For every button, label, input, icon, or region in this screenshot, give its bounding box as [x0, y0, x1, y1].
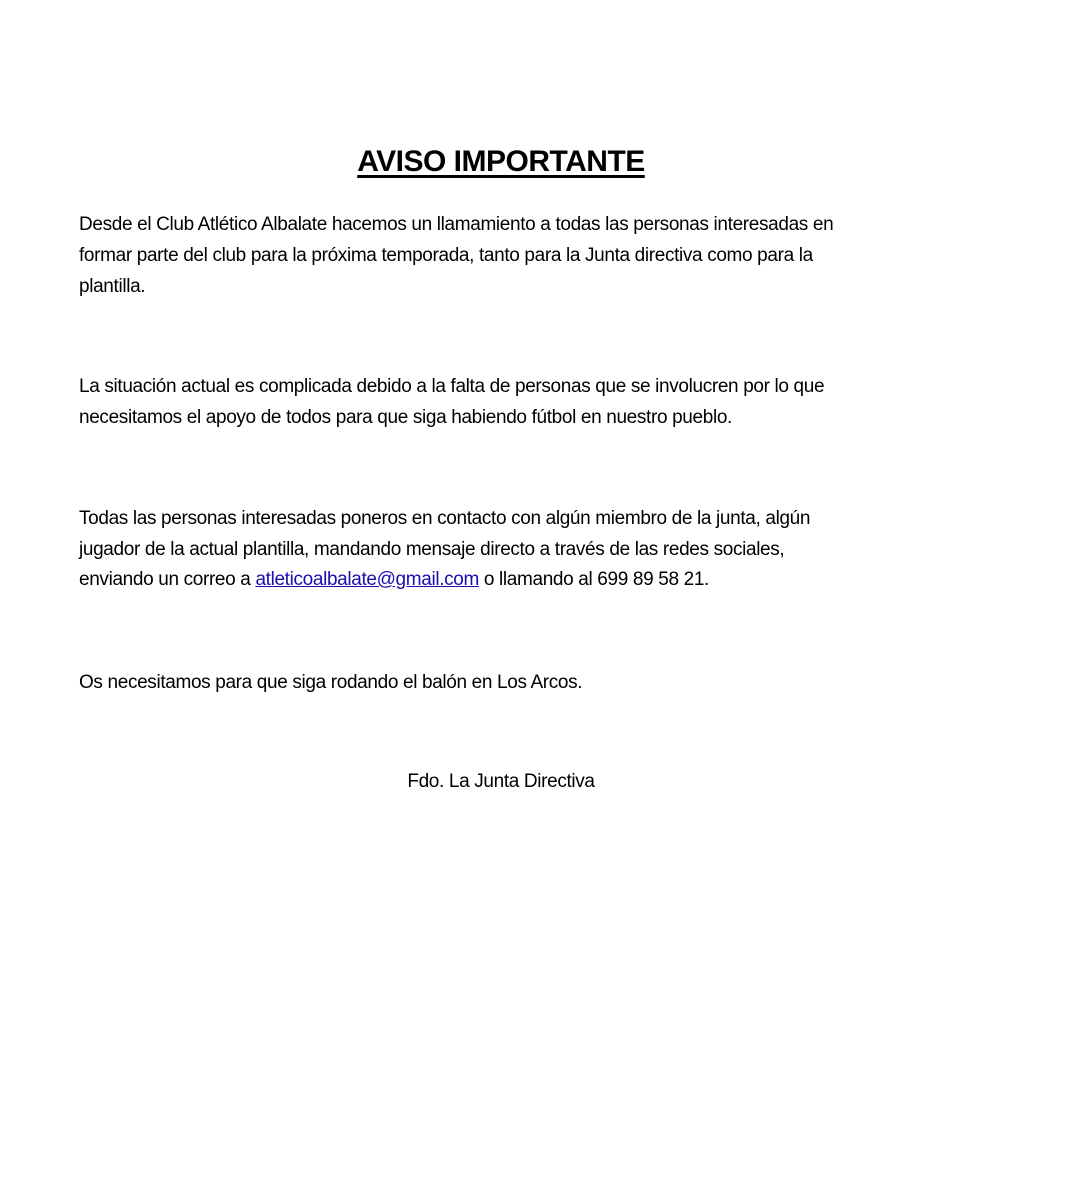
paragraph-1-line-1: Desde el Club Atlético Albalate hacemos un llamamiento a todas las personas interesadas en: [79, 214, 834, 235]
paragraph-3-line-1: Todas las personas interesadas poneros en contacto con algún miembro de la junta, algún: [79, 508, 811, 529]
paragraph-3-line-2: jugador de la actual plantilla, mandando mensaje directo a través de las redes sociales,: [79, 539, 785, 560]
email-link[interactable]: atleticoalbalate@gmail.com: [255, 569, 479, 590]
paragraph-3-line-3: [79, 568, 709, 592]
paragraph-4: Os necesitamos para que siga rodando el balón en Los Arcos.: [79, 672, 583, 693]
paragraph-1-line-3: plantilla.: [79, 276, 146, 297]
document-title: AVISO IMPORTANTE: [357, 145, 645, 178]
paragraph-2-line-1: La situación actual es complicada debido a la falta de personas que se involucren por lo que: [79, 376, 825, 397]
line-suffix: o llamando al 699 89 58 21.: [478, 569, 709, 590]
paragraph-1-line-2: formar parte del club para la próxima temporada, tanto para la Junta directiva como para la: [79, 245, 813, 266]
signature: Fdo. La Junta Directiva: [407, 771, 595, 792]
line-prefix: enviando un correo a: [79, 569, 256, 590]
paragraph-2-line-2: necesitamos el apoyo de todos para que siga habiendo fútbol en nuestro pueblo.: [79, 407, 732, 428]
